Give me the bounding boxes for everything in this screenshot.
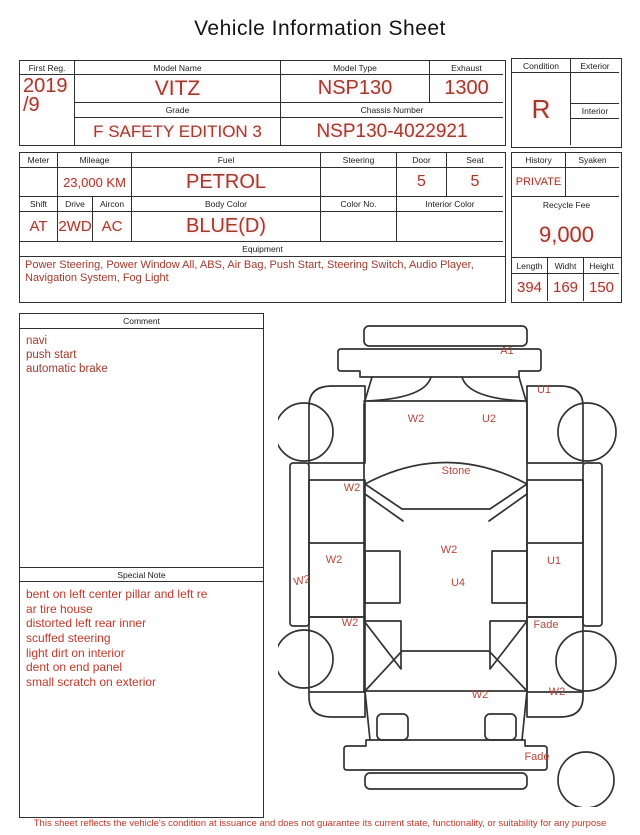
spare-tire-circle xyxy=(558,752,614,807)
history-box xyxy=(511,152,622,303)
damage-code-label: A1 xyxy=(500,344,514,357)
special-note-line: ar tire house xyxy=(26,601,93,616)
first-reg-month: /9 xyxy=(23,94,40,116)
steering-header: Steering xyxy=(321,153,397,168)
damage-code-label: W2 xyxy=(341,616,359,629)
exhaust-header: Exhaust xyxy=(430,61,503,75)
special-note-line: bent on left center pillar and left re xyxy=(26,587,208,601)
comment-line: automatic brake xyxy=(26,363,108,376)
damage-code-labels xyxy=(293,345,566,763)
meter-value xyxy=(20,168,58,197)
color-no-value xyxy=(321,212,397,242)
exhaust-value: 1300 xyxy=(430,75,503,103)
identification-table xyxy=(19,60,506,146)
door-header: Door xyxy=(397,153,447,168)
mileage-header: Mileage xyxy=(58,153,132,168)
condition-value: R xyxy=(512,73,571,145)
width-value: 169 xyxy=(548,274,584,301)
damage-code-label: W2 xyxy=(440,543,458,556)
length-value: 394 xyxy=(512,274,548,301)
aircon-header: Aircon xyxy=(93,197,132,212)
syaken-header: Syaken xyxy=(566,153,619,168)
recycle-fee-value: 9,000 xyxy=(538,222,595,247)
model-type-value: NSP130 xyxy=(281,75,430,103)
shift-value: AT xyxy=(20,212,58,242)
damage-code-label: Fade xyxy=(533,618,559,631)
special-note-line: dent on end panel xyxy=(26,660,123,675)
syaken-value xyxy=(566,168,619,197)
height-header: Height xyxy=(584,258,619,274)
grade-header: Grade xyxy=(75,103,281,118)
grade-value: F SAFETY EDITION 3 xyxy=(75,118,281,145)
body-color-value: BLUE(D) xyxy=(132,212,321,242)
height-value: 150 xyxy=(588,279,615,296)
equipment-value: Power Steering, Power Window All, ABS, Air Bag, Push Start, Steering Switch, Audio Player, Navigation System, Fog Light xyxy=(25,259,474,284)
model-name-value: VITZ xyxy=(75,75,281,103)
damage-code-label: W2 xyxy=(325,553,343,566)
special-note-line: light dirt on interior xyxy=(26,645,125,660)
mileage-value: 23,000 KM xyxy=(58,168,132,197)
seat-header: Seat xyxy=(447,153,503,168)
damage-code-label: U2 xyxy=(481,412,497,425)
interior-value xyxy=(571,119,619,145)
first-reg-value xyxy=(20,75,75,145)
recycle-fee-cell xyxy=(512,197,621,258)
car-outline-drawing xyxy=(278,326,616,807)
chassis-number-header: Chassis Number xyxy=(281,103,503,118)
seat-value: 5 xyxy=(447,168,503,197)
meter-header: Meter xyxy=(20,153,58,168)
comment-line: navi xyxy=(26,335,48,347)
exterior-header: Exterior xyxy=(571,59,619,73)
special-note-line: small scratch on exterior xyxy=(26,674,157,689)
damage-code-label: W2 xyxy=(471,688,489,701)
comment-lines xyxy=(20,329,263,567)
damage-code-label: W2 xyxy=(407,412,425,425)
fuel-value: PETROL xyxy=(132,168,321,197)
door-value: 5 xyxy=(397,168,447,197)
interior-header: Interior xyxy=(571,104,619,119)
damage-code-label: U4 xyxy=(450,576,466,589)
comment-box xyxy=(19,313,264,818)
history-value: PRIVATE xyxy=(512,168,566,197)
damage-code-label: W2 xyxy=(343,481,361,494)
comment-header: Comment xyxy=(20,314,263,329)
condition-box xyxy=(511,58,622,148)
damage-code-label: W2 xyxy=(292,573,312,589)
damage-code-label: W2 xyxy=(548,685,566,698)
damage-code-label: Fade xyxy=(524,750,550,763)
special-note-line: scuffed steering xyxy=(26,630,111,645)
first-reg-year: 2019 xyxy=(23,75,68,97)
first-reg-header: First Reg. xyxy=(20,61,75,75)
model-type-header: Model Type xyxy=(281,61,430,75)
exterior-value xyxy=(571,73,619,104)
damage-code-label: U1 xyxy=(536,383,552,396)
steering-value xyxy=(321,168,397,197)
car-damage-diagram xyxy=(278,315,635,807)
drive-header: Drive xyxy=(58,197,93,212)
length-header: Length xyxy=(512,258,548,274)
disclaimer-text: This sheet reflects the vehicle's condition at issuance and does not guarantee its current state, functionality, or suitability for any purpose xyxy=(33,818,607,829)
shift-header: Shift xyxy=(20,197,58,212)
model-name-header: Model Name xyxy=(75,61,281,75)
aircon-value: AC xyxy=(93,212,132,242)
color-no-header: Color No. xyxy=(321,197,397,212)
damage-code-label: Stone xyxy=(441,464,471,477)
drive-value: 2WD xyxy=(58,212,93,242)
width-header: Widht xyxy=(548,258,584,274)
equipment-header: Equipment xyxy=(20,242,505,257)
recycle-fee-header: Recycle Fee xyxy=(542,200,591,210)
special-note-lines xyxy=(20,582,263,694)
history-header: History xyxy=(512,153,566,168)
spec-table xyxy=(19,152,506,303)
page-title: Vehicle Information Sheet xyxy=(194,17,446,40)
fuel-header: Fuel xyxy=(132,153,321,168)
comment-line: push start xyxy=(26,349,77,362)
chassis-number-value: NSP130-4022921 xyxy=(316,120,468,142)
damage-code-label: U1 xyxy=(546,554,562,567)
special-note-header: Special Note xyxy=(20,567,263,582)
body-color-header: Body Color xyxy=(132,197,321,212)
interior-color-header: Interior Color xyxy=(397,197,503,212)
interior-color-value xyxy=(397,212,503,242)
special-note-line: distorted left rear inner xyxy=(26,616,147,631)
condition-header: Condition xyxy=(512,59,571,73)
